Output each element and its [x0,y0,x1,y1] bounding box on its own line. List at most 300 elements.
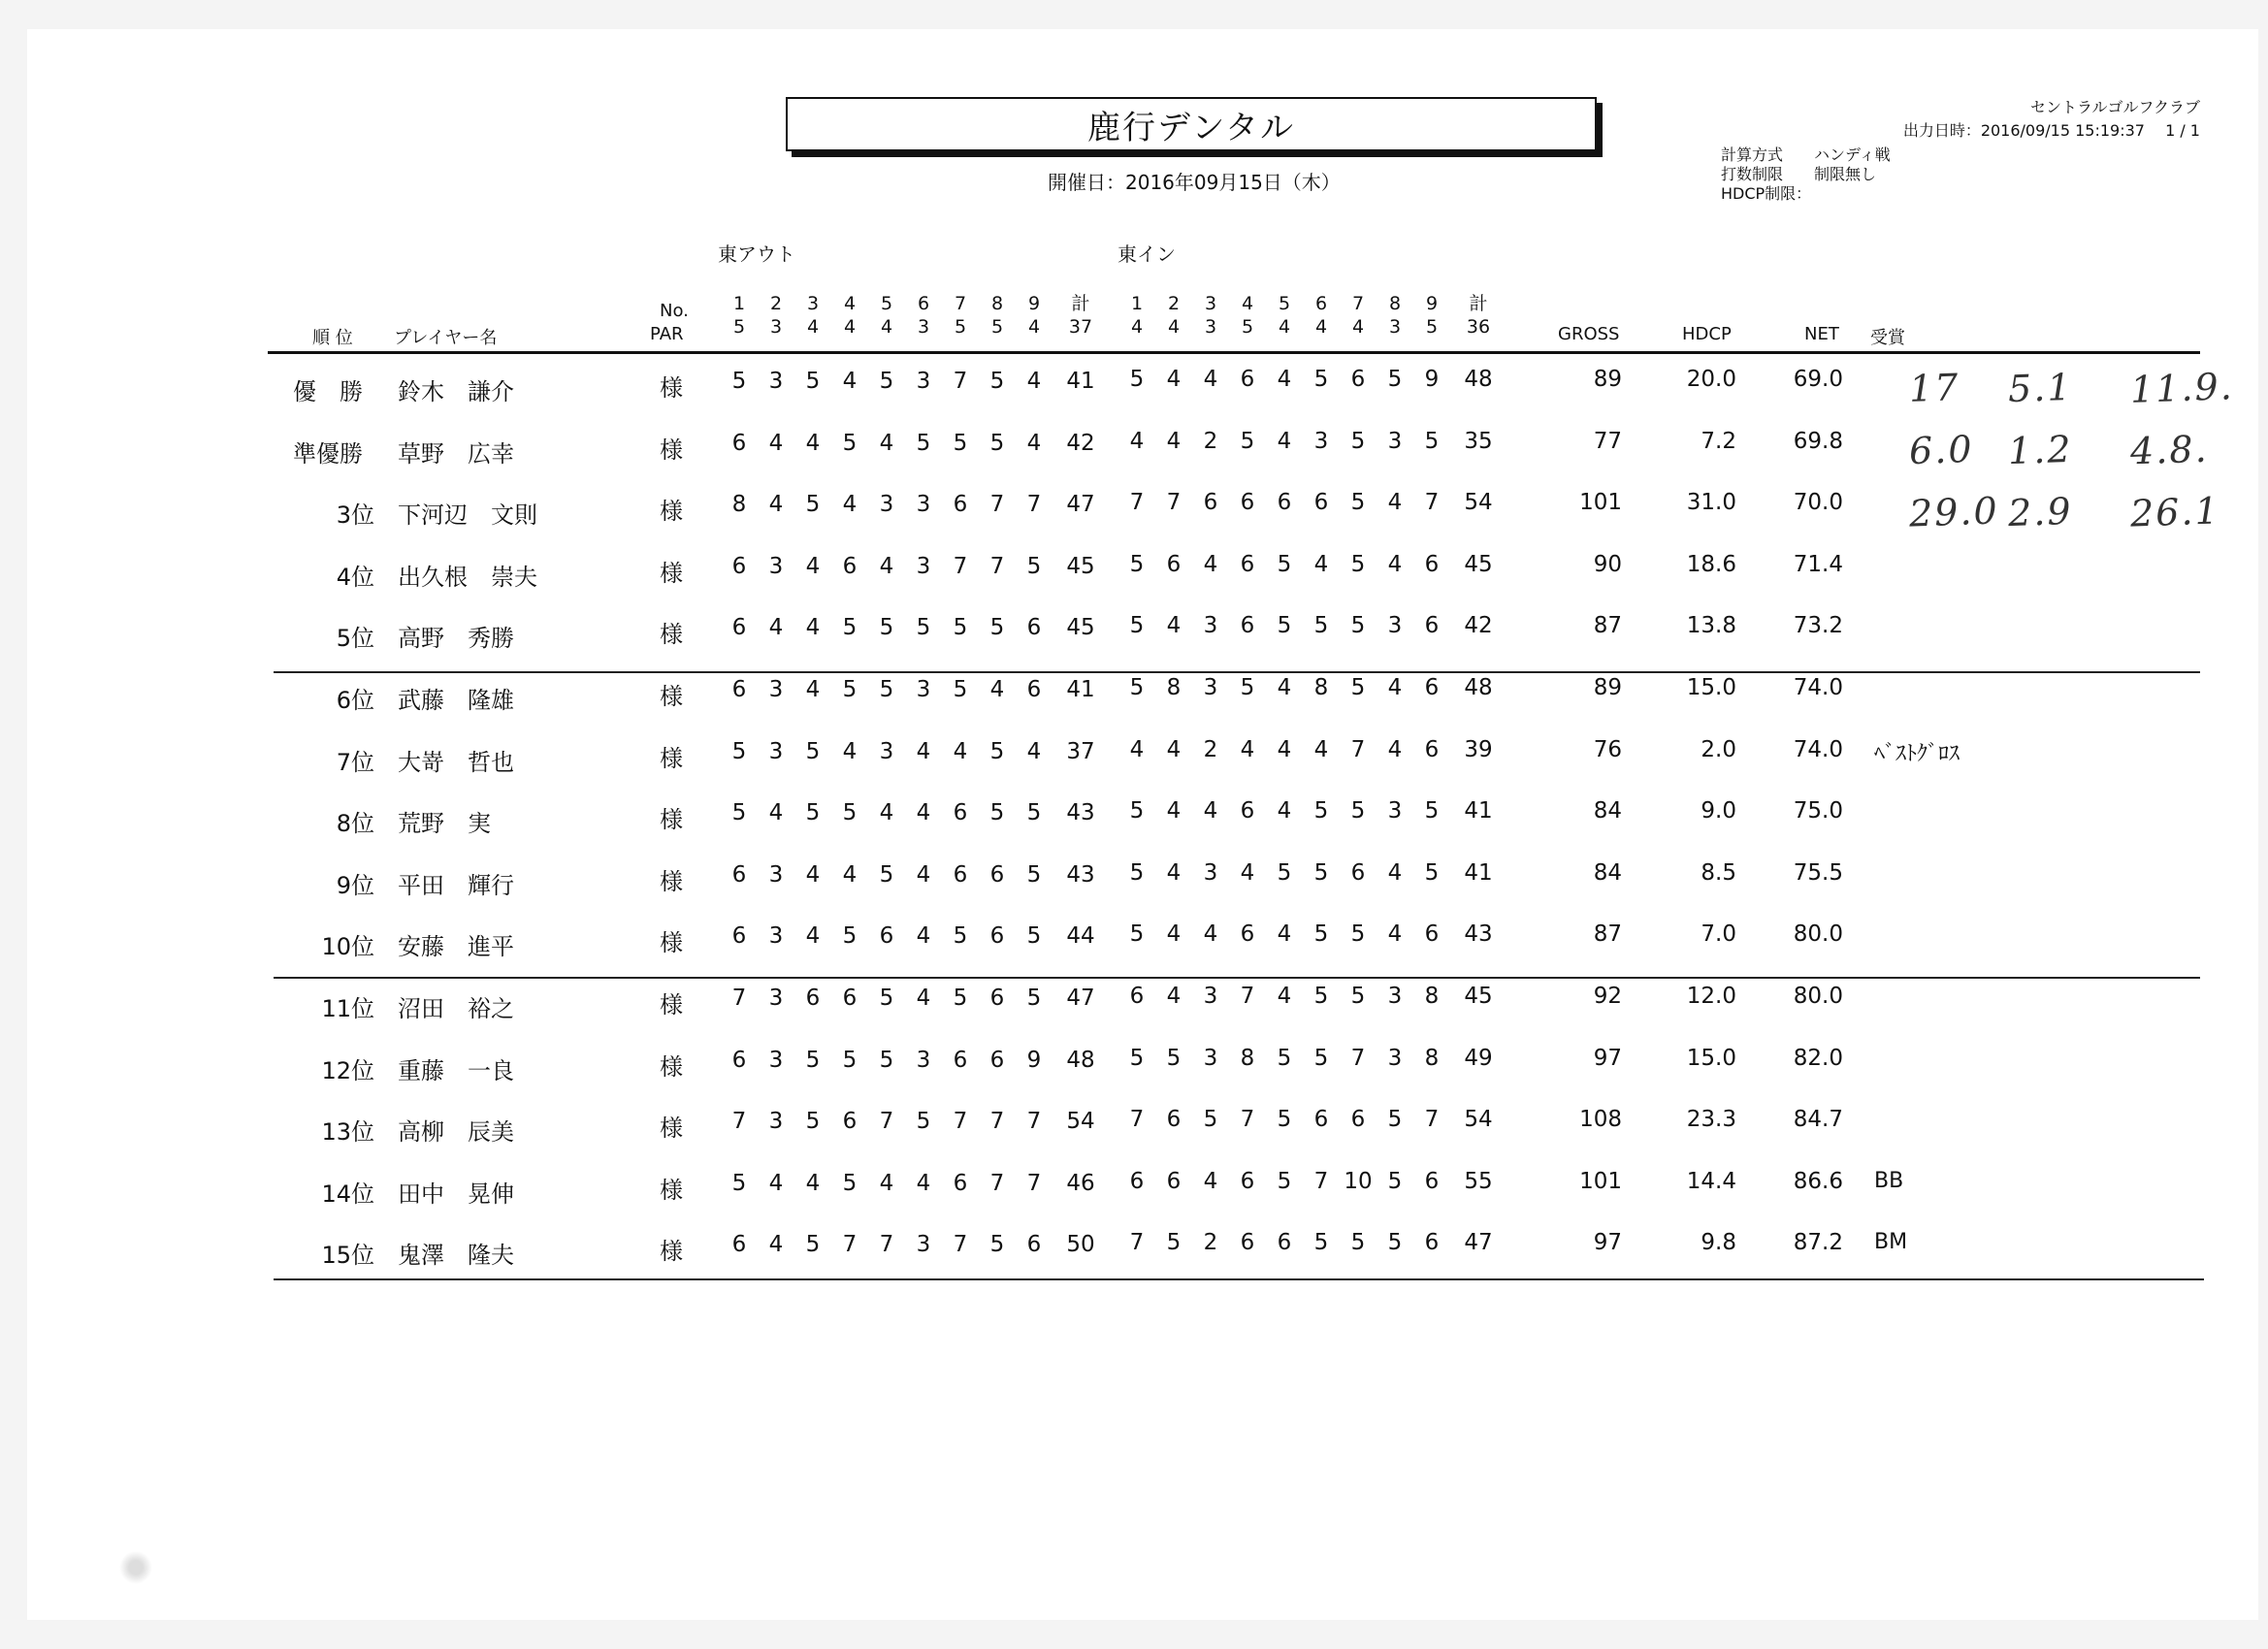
handwritten-note: 2.9 [2007,489,2074,535]
score-in: 3 [1313,428,1329,454]
score-out: 5 [842,1170,858,1196]
score-in: 3 [1203,675,1218,700]
par-total-out: 37 [1068,316,1093,338]
info-value: 制限無し [1814,165,1877,183]
score-out: 6 [731,615,747,641]
score-out: 5 [805,1232,821,1258]
out-total: 45 [1066,553,1095,579]
player-rank: 3位 [336,501,374,530]
player-name: 安藤 進平 [398,933,514,961]
score-out: 3 [768,738,784,764]
score-out: 4 [805,430,821,456]
score-out: 7 [842,1232,858,1258]
score-in: 5 [1277,551,1292,577]
hole-number-in: 2 [1167,293,1181,314]
score-in: 4 [1166,922,1182,948]
honorific: 様 [660,744,683,772]
hole-number-in: 3 [1204,293,1217,314]
score-in: 8 [1424,1045,1440,1071]
hole-number-out: 2 [769,293,783,314]
score-out: 5 [916,430,931,456]
player-name: 平田 輝行 [398,871,514,899]
player-rank: 15位 [321,1242,374,1270]
score-in: 5 [1313,984,1329,1009]
score-out: 5 [731,800,747,826]
hole-number-out: 8 [990,293,1004,314]
score-out: 5 [879,369,894,394]
score-out: 8 [731,492,747,518]
score-out: 7 [953,553,968,579]
player-rank: 9位 [336,871,374,899]
score-out: 6 [731,923,747,950]
score-out: 7 [1026,1109,1042,1135]
in-total: 48 [1464,367,1493,392]
net: 84.7 [1793,1107,1843,1133]
gross: 77 [1593,428,1622,454]
score-in: 6 [1277,490,1292,516]
honorific: 様 [660,1176,683,1204]
score-out: 5 [953,615,968,641]
score-out: 5 [953,430,968,456]
score-out: 3 [916,677,931,702]
score-in: 6 [1240,1168,1255,1194]
award: BM [1874,1230,1908,1255]
score-in: 6 [1203,490,1218,516]
score-out: 4 [1026,738,1042,764]
score-out: 7 [989,553,1005,579]
net: 70.0 [1793,490,1843,516]
score-out: 5 [989,369,1005,394]
honorific: 様 [660,436,683,464]
player-name: 高柳 辰美 [398,1118,514,1147]
score-in: 5 [1350,984,1366,1009]
score-in: 5 [1424,859,1440,886]
player-rank: 14位 [321,1180,374,1208]
score-out: 4 [879,553,894,579]
score-in: 5 [1129,367,1145,392]
score-out: 5 [879,677,894,702]
net: 75.5 [1793,859,1843,886]
score-out: 4 [768,430,784,456]
player-name: 草野 広幸 [398,439,514,468]
out-total: 44 [1066,923,1095,950]
total-header-out: 計 [1071,293,1090,314]
player-rank: 準優勝 [293,439,363,468]
honorific: 様 [660,867,683,895]
gross: 84 [1593,859,1622,886]
honorific: 様 [660,1052,683,1081]
net: 71.4 [1793,551,1843,577]
score-in: 4 [1277,922,1292,948]
hdcp: 20.0 [1686,367,1736,392]
hdcp: 15.0 [1686,1045,1736,1071]
score-in: 5 [1240,428,1255,454]
score-in: 4 [1166,367,1182,392]
score-in: 5 [1387,1168,1403,1194]
score-out: 7 [731,1109,747,1135]
handwritten-note: 26.1 [2129,489,2221,535]
score-in: 5 [1129,859,1145,886]
player-rank: 6位 [336,687,374,714]
competition-info [1721,146,1891,204]
handwritten-note: 17 [1908,366,1961,410]
score-in: 6 [1424,1230,1440,1256]
score-out: 7 [989,492,1005,518]
score-out: 5 [842,677,858,702]
score-out: 5 [989,1232,1005,1258]
score-in: 6 [1166,1168,1182,1194]
printed-timestamp: 出力日時：2016/09/15 15:19:37 1 / 1 [1902,121,2200,140]
score-out: 3 [768,986,784,1011]
score-in: 4 [1277,736,1292,762]
score-in: 7 [1129,1107,1145,1133]
score-in: 4 [1277,367,1292,392]
score-out: 6 [731,677,747,702]
out-total: 45 [1066,615,1095,641]
score-out: 4 [842,369,858,394]
score-in: 7 [1424,490,1440,516]
par-total-in: 36 [1466,316,1491,338]
gross: 87 [1593,922,1622,948]
score-in: 4 [1166,859,1182,886]
score-in: 7 [1166,490,1182,516]
in-total: 35 [1464,428,1493,454]
score-out: 5 [1026,923,1042,950]
in-total: 43 [1464,922,1493,948]
score-in: 6 [1240,490,1255,516]
out-total: 50 [1066,1232,1095,1258]
par-header: PAR [650,324,684,344]
score-in: 5 [1350,613,1366,639]
score-out: 6 [1026,1232,1042,1258]
net: 80.0 [1793,984,1843,1009]
score-in: 7 [1350,736,1366,762]
net: 80.0 [1793,922,1843,948]
gross: 89 [1593,675,1622,700]
score-out: 5 [842,923,858,950]
player-name: 鈴木 謙介 [398,378,514,405]
score-out: 5 [953,677,968,702]
group-divider [274,977,2200,979]
score-out: 9 [1026,1047,1042,1073]
score-out: 3 [916,553,931,579]
gross-header: GROSS [1558,324,1620,344]
hole-number-out: 1 [732,293,746,314]
in-total: 41 [1464,859,1493,886]
score-in: 6 [1166,551,1182,577]
net-header: NET [1804,324,1839,344]
handwritten-note: 5.1 [2007,365,2074,411]
gross: 101 [1579,1168,1622,1194]
out-total: 43 [1066,800,1095,826]
score-out: 4 [768,1170,784,1196]
gross: 97 [1593,1230,1622,1256]
score-in: 5 [1350,428,1366,454]
score-in: 3 [1387,1045,1403,1071]
honorific: 様 [660,559,683,587]
player-rank: 8位 [336,810,374,838]
out-total: 47 [1066,492,1095,518]
score-out: 5 [805,1047,821,1073]
score-in: 5 [1387,1107,1403,1133]
score-out: 6 [1026,677,1042,702]
score-out: 7 [953,369,968,394]
score-in: 3 [1203,1045,1218,1071]
score-out: 3 [768,1109,784,1135]
score-in: 4 [1240,736,1255,762]
player-rank: 12位 [321,1056,374,1084]
gross: 108 [1579,1107,1622,1133]
score-in: 5 [1350,490,1366,516]
score-out: 4 [768,800,784,826]
hdcp-header: HDCP [1682,324,1732,344]
score-out: 5 [1026,986,1042,1011]
gross: 84 [1593,798,1622,824]
hdcp: 9.0 [1701,798,1736,824]
net: 75.0 [1793,798,1843,824]
player-name: 沼田 裕之 [398,995,514,1022]
score-in: 10 [1344,1168,1373,1194]
player-name: 武藤 隆雄 [398,687,514,714]
score-out: 7 [1026,1170,1042,1196]
net: 82.0 [1793,1045,1843,1071]
score-in: 5 [1129,922,1145,948]
score-in: 5 [1350,922,1366,948]
scan-speck [116,1548,155,1587]
score-in: 3 [1387,428,1403,454]
score-out: 7 [879,1232,894,1258]
score-in: 4 [1129,428,1145,454]
out-total: 41 [1066,677,1095,702]
score-in: 3 [1387,984,1403,1009]
score-out: 3 [768,677,784,702]
score-in: 5 [1313,798,1329,824]
score-out: 6 [842,986,858,1011]
gross: 92 [1593,984,1622,1009]
par-in: 4 [1130,316,1144,338]
score-out: 5 [953,986,968,1011]
player-rank: 5位 [336,625,374,653]
hdcp: 31.0 [1686,490,1736,516]
player-rank: 10位 [321,933,374,961]
par-out: 3 [917,316,930,338]
par-in: 4 [1351,316,1365,338]
player-header: プレイヤー名 [394,328,498,348]
score-in: 5 [1350,798,1366,824]
score-out: 3 [916,1232,931,1258]
in-total: 41 [1464,798,1493,824]
hole-number-in: 6 [1314,293,1328,314]
score-in: 5 [1277,613,1292,639]
hdcp: 12.0 [1686,984,1736,1009]
score-in: 5 [1240,675,1255,700]
section-out-label: 東アウト [718,242,795,266]
score-in: 6 [1424,551,1440,577]
score-out: 6 [989,1047,1005,1073]
score-in: 5 [1313,367,1329,392]
score-out: 4 [842,861,858,888]
score-in: 5 [1313,859,1329,886]
score-in: 4 [1277,675,1292,700]
net: 74.0 [1793,736,1843,762]
score-out: 3 [768,1047,784,1073]
hdcp: 23.3 [1686,1107,1736,1133]
score-in: 5 [1129,551,1145,577]
player-rank: 11位 [321,995,374,1022]
par-in: 4 [1167,316,1181,338]
handwritten-note: 4.8. [2129,427,2210,473]
score-in: 6 [1350,367,1366,392]
score-out: 4 [953,738,968,764]
score-in: 5 [1277,1107,1292,1133]
score-out: 3 [916,492,931,518]
score-out: 3 [916,1047,931,1073]
score-out: 5 [805,1109,821,1135]
hole-number-in: 8 [1388,293,1402,314]
player-name: 下河辺 文則 [398,501,537,530]
info-value: ハンディ戦 [1814,146,1891,164]
score-in: 5 [1350,675,1366,700]
score-in: 4 [1166,736,1182,762]
handwritten-note: 11.9. [2129,365,2235,411]
score-out: 4 [916,800,931,826]
score-out: 3 [768,553,784,579]
hole-number-out: 6 [917,293,930,314]
score-out: 4 [842,492,858,518]
score-out: 6 [953,492,968,518]
in-total: 49 [1464,1045,1493,1071]
score-in: 5 [1387,367,1403,392]
out-total: 41 [1066,369,1095,394]
in-total: 39 [1464,736,1493,762]
score-in: 4 [1203,551,1218,577]
score-in: 6 [1424,922,1440,948]
score-in: 6 [1424,1168,1440,1194]
gross: 90 [1593,551,1622,577]
hdcp: 7.0 [1701,922,1736,948]
gross: 87 [1593,613,1622,639]
score-out: 5 [805,492,821,518]
score-in: 7 [1240,984,1255,1009]
score-out: 6 [989,986,1005,1011]
page-title: 鹿行デンタル [786,97,1597,151]
score-in: 5 [1313,1230,1329,1256]
score-in: 4 [1203,367,1218,392]
score-in: 5 [1166,1045,1182,1071]
score-in: 6 [1240,613,1255,639]
score-out: 7 [953,1232,968,1258]
score-in: 6 [1277,1230,1292,1256]
score-out: 6 [731,430,747,456]
score-out: 5 [916,1109,931,1135]
par-in: 5 [1241,316,1254,338]
score-out: 7 [1026,492,1042,518]
score-out: 4 [805,923,821,950]
score-in: 4 [1387,736,1403,762]
score-in: 8 [1313,675,1329,700]
no-header: No. [660,301,689,321]
score-out: 6 [805,986,821,1011]
par-out: 5 [732,316,746,338]
score-out: 3 [768,369,784,394]
score-out: 3 [879,738,894,764]
score-out: 6 [842,1109,858,1135]
score-out: 3 [879,492,894,518]
score-in: 6 [1350,1107,1366,1133]
score-in: 6 [1240,798,1255,824]
par-in: 3 [1388,316,1402,338]
score-out: 5 [916,615,931,641]
score-in: 3 [1387,613,1403,639]
score-out: 5 [1026,800,1042,826]
hole-number-out: 5 [880,293,893,314]
in-total: 47 [1464,1230,1493,1256]
par-out: 4 [880,316,893,338]
score-out: 5 [805,800,821,826]
score-out: 7 [731,986,747,1011]
hdcp: 7.2 [1701,428,1736,454]
score-out: 6 [953,861,968,888]
hole-number-in: 9 [1425,293,1439,314]
rank-header: 順 位 [312,328,353,348]
score-in: 9 [1424,367,1440,392]
score-in: 6 [1166,1107,1182,1133]
score-in: 4 [1166,613,1182,639]
score-out: 4 [805,861,821,888]
hole-number-in: 7 [1351,293,1365,314]
par-out: 3 [769,316,783,338]
hole-number-in: 5 [1278,293,1291,314]
score-in: 5 [1313,1045,1329,1071]
honorific: 様 [660,806,683,834]
score-in: 6 [1240,1230,1255,1256]
score-in: 4 [1166,428,1182,454]
score-in: 4 [1203,798,1218,824]
score-in: 4 [1277,428,1292,454]
section-in-label: 東イン [1118,242,1176,266]
score-out: 5 [842,800,858,826]
in-total: 55 [1464,1168,1493,1194]
score-in: 5 [1129,675,1145,700]
score-in: 4 [1203,922,1218,948]
score-out: 5 [879,861,894,888]
score-in: 6 [1240,922,1255,948]
score-out: 6 [731,1232,747,1258]
score-in: 6 [1313,490,1329,516]
out-total: 48 [1066,1047,1095,1073]
net: 69.8 [1793,428,1843,454]
honorific: 様 [660,929,683,957]
score-out: 4 [916,986,931,1011]
score-out: 4 [842,738,858,764]
par-out: 4 [843,316,857,338]
out-total: 42 [1066,430,1095,456]
out-total: 37 [1066,738,1095,764]
score-out: 5 [805,738,821,764]
honorific: 様 [660,621,683,649]
in-total: 42 [1464,613,1493,639]
score-in: 6 [1424,613,1440,639]
honorific: 様 [660,991,683,1018]
score-out: 5 [842,430,858,456]
par-in: 3 [1204,316,1217,338]
score-out: 5 [879,1047,894,1073]
hdcp: 2.0 [1701,736,1736,762]
score-in: 8 [1166,675,1182,700]
score-out: 5 [989,738,1005,764]
score-in: 6 [1313,1107,1329,1133]
score-in: 2 [1203,736,1218,762]
